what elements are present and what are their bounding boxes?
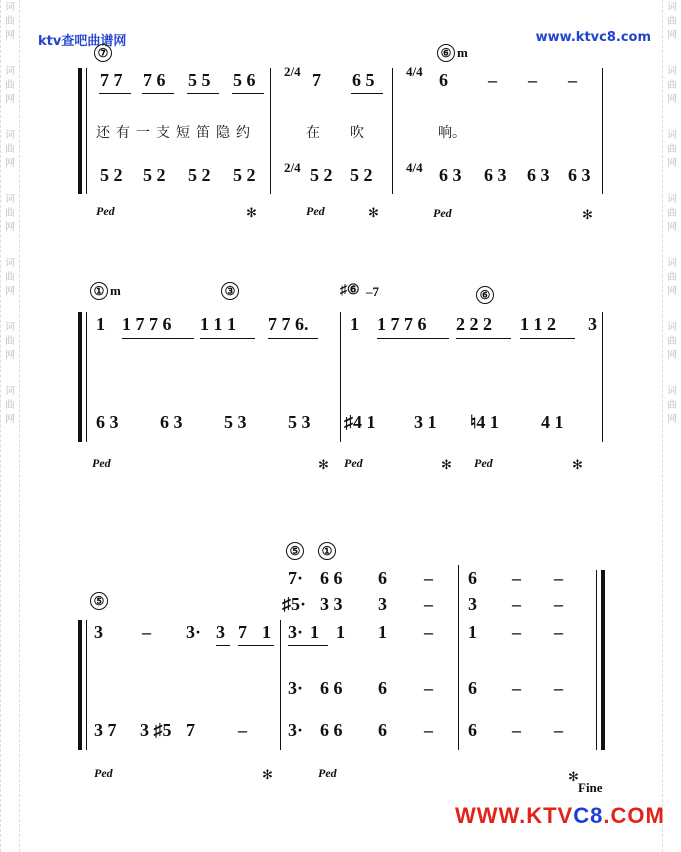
bass-note: 6 [378,720,387,740]
beam [288,645,328,646]
system-bracket [78,68,82,194]
time-signature: 4/4 [406,160,423,175]
final-barline-thin [596,570,597,750]
watermark-char: 曲 [5,208,15,219]
watermark-char: 曲 [5,272,15,283]
bass-note: 5 2 [100,165,123,185]
beam [99,93,131,94]
melody-note: 3· [186,622,202,642]
watermark-char: 网 [667,350,677,361]
lyric-word: 响。 [438,125,466,141]
watermark-char: 曲 [5,144,15,155]
mid-note: 6 [468,678,477,698]
pedal-mark: Ped [96,204,115,218]
bass-note: 6 3 [568,165,591,185]
bass-note: 3 7 [94,720,117,740]
bass-note: 6 3 [160,412,183,432]
upper-note: – [554,568,563,588]
watermark-char: 曲 [667,336,677,347]
side-watermark-right [662,0,681,852]
melody-note: 2 2 2 [456,314,492,334]
barline [280,620,281,750]
pedal-release-icon: ✻ [568,770,579,785]
finger-label: m [457,45,468,60]
bass-note: 5 3 [288,412,311,432]
time-signature: 2/4 [284,64,301,79]
pedal-mark: Ped [474,456,493,470]
melody-note: 7 7 6. [268,314,309,334]
bass-note: 5 2 [310,165,333,185]
melody-note: 1 1 2 [520,314,556,334]
watermark-char: 词 [5,386,15,397]
upper-note: 6 6 [320,568,343,588]
pedal-release-icon: ✻ [318,458,329,473]
watermark-char: 网 [5,222,15,233]
watermark-char: 词 [5,2,15,13]
upper-note: 6 [468,568,477,588]
pedal-release-icon: ✻ [368,206,379,221]
mid-note: – [512,678,521,698]
pedal-release-icon: ✻ [582,208,593,223]
logo-part: WWW.KTV [455,803,574,828]
melody-note: 7 6 [143,70,166,90]
beam [520,338,575,339]
time-signature: 2/4 [284,160,301,175]
watermark-char: 网 [667,222,677,233]
melody-note: – [568,70,577,90]
melody-note: 1 [468,622,477,642]
beam [238,645,274,646]
upper-note: 3 [468,594,477,614]
melody-note: 1 7 7 6 [122,314,172,334]
upper-note: – [512,594,521,614]
watermark-char: 网 [667,158,677,169]
side-watermark-left [0,0,20,852]
melody-note: 1 1 1 [200,314,236,334]
watermark-char: 网 [5,350,15,361]
watermark-char: 曲 [5,400,15,411]
beam [142,93,174,94]
melody-note: 1 [310,622,319,642]
mid-note: – [424,678,433,698]
watermark-char: 网 [667,414,677,425]
melody-note: 3 [94,622,103,642]
barline [602,68,603,194]
melody-note: – [528,70,537,90]
upper-note: 7· [288,568,304,588]
barline [392,68,393,194]
beam [232,93,264,94]
melody-note: 7 [238,622,247,642]
melody-note: 1 [378,622,387,642]
lyric-line: 还有一支短笛隐约 [96,125,256,141]
pedal-mark: Ped [94,766,113,780]
melody-note: 3· [288,622,304,642]
barline [458,565,459,750]
watermark-char: 词 [5,130,15,141]
upper-note: – [424,568,433,588]
beam [216,645,230,646]
pedal-release-icon: ✻ [441,458,452,473]
watermark-char: 曲 [667,80,677,91]
bass-note: ♮4 1 [470,412,499,432]
watermark-char: 词 [667,258,677,269]
watermark-char: 网 [667,94,677,105]
bass-note: 5 3 [224,412,247,432]
bass-note: 3· [288,720,304,740]
watermark-char: 词 [667,66,677,77]
melody-note: 6 5 [352,70,375,90]
fingering-marker: ⑥ [437,44,455,62]
upper-note: 6 [378,568,387,588]
melody-note: – [424,622,433,642]
watermark-char: 词 [667,386,677,397]
beam [456,338,511,339]
upper-note: 3 [378,594,387,614]
melody-note: 3 [588,314,597,334]
bass-note: 5 2 [188,165,211,185]
bass-note: – [554,720,563,740]
watermark-char: 词 [667,130,677,141]
bass-note: 5 2 [143,165,166,185]
melody-note: – [554,622,563,642]
bass-note: 3 1 [414,412,437,432]
fingering-marker: ♯⑥ [340,283,360,298]
melody-note: 5 5 [188,70,211,90]
fingering-marker: ⑥ [476,286,494,304]
melody-note: 5 6 [233,70,256,90]
bass-note: 3 ♯5 [140,720,172,740]
melody-note: – [488,70,497,90]
bass-note: 6 3 [527,165,550,185]
watermark-char: 网 [5,414,15,425]
melody-note: 1 [350,314,359,334]
watermark-char: 网 [5,286,15,297]
upper-note: 3 3 [320,594,343,614]
watermark-char: 曲 [667,272,677,283]
footer-site-logo[interactable] [455,803,665,829]
bass-note: 6 [468,720,477,740]
pedal-mark: Ped [318,766,337,780]
melody-note: 7 [312,70,321,90]
logo-part: C8 [573,803,604,828]
system-bracket [78,312,82,442]
barline [602,312,603,442]
pedal-mark: Ped [92,456,111,470]
logo-part: .COM [603,803,665,828]
fine-marking: Fine [578,780,603,795]
bass-note: – [238,720,247,740]
time-signature: 4/4 [406,64,423,79]
watermark-char: 词 [5,194,15,205]
melody-note: 1 [336,622,345,642]
mid-note: 6 6 [320,678,343,698]
bass-note: 6 3 [439,165,462,185]
melody-note: 7 7 [100,70,123,90]
melody-note: – [512,622,521,642]
system-bracket [78,620,82,750]
pedal-mark: Ped [306,204,325,218]
watermark-char: 曲 [667,400,677,411]
watermark-char: 词 [5,322,15,333]
fingering-marker: ① [90,282,108,300]
fingering-marker: ⑤ [286,542,304,560]
finger-label: –7 [366,284,379,299]
melody-note: 3 [216,622,225,642]
pedal-release-icon: ✻ [572,458,583,473]
watermark-char: 曲 [5,80,15,91]
mid-note: 3· [288,678,304,698]
lyric-word: 在 [306,125,320,141]
watermark-char: 曲 [5,16,15,27]
watermark-char: 曲 [667,144,677,155]
pedal-release-icon: ✻ [246,206,257,221]
melody-note: 1 7 7 6 [377,314,427,334]
pedal-release-icon: ✻ [262,768,273,783]
system-barline [86,68,87,194]
bass-note: 6 3 [484,165,507,185]
mid-note: 6 [378,678,387,698]
beam [122,338,194,339]
watermark-char: 曲 [5,336,15,347]
final-barline-thick [601,570,605,750]
site-url-link[interactable]: www.ktvc8.com [535,30,651,45]
watermark-char: 网 [5,94,15,105]
fingering-marker: ⑤ [90,592,108,610]
watermark-char: 曲 [667,16,677,27]
bass-note: 5 2 [233,165,256,185]
mid-note: – [554,678,563,698]
beam [377,338,449,339]
watermark-char: 网 [667,30,677,41]
melody-note: – [142,622,151,642]
bass-note: 5 2 [350,165,373,185]
watermark-char: 网 [5,158,15,169]
upper-note: – [512,568,521,588]
watermark-char: 词 [667,194,677,205]
melody-note: 6 [439,70,448,90]
watermark-char: 词 [5,258,15,269]
upper-note: – [424,594,433,614]
system-barline [86,312,87,442]
upper-note: – [554,594,563,614]
bass-note: 6 3 [96,412,119,432]
barline [340,312,341,442]
bass-note: – [424,720,433,740]
beam [351,93,383,94]
beam [200,338,255,339]
pedal-mark: Ped [344,456,363,470]
melody-note: 1 [96,314,105,334]
fingering-marker: ⑦ [94,44,112,62]
system-barline [86,620,87,750]
bass-note: 7 [186,720,195,740]
melody-note: 1 [262,622,271,642]
barline [270,68,271,194]
watermark-char: 词 [667,322,677,333]
watermark-char: 词 [5,66,15,77]
pedal-mark: Ped [433,206,452,220]
lyric-word: 吹 [350,125,364,141]
finger-label: m [110,283,121,298]
watermark-char: 词 [667,2,677,13]
bass-note: – [512,720,521,740]
watermark-char: 网 [5,30,15,41]
beam [187,93,219,94]
fingering-marker: ③ [221,282,239,300]
upper-note: ♯5· [282,594,307,614]
site-name-link[interactable]: ktv查吧曲谱网 [38,34,127,49]
watermark-char: 曲 [667,208,677,219]
beam [268,338,318,339]
bass-note: 6 6 [320,720,343,740]
bass-note: 4 1 [541,412,564,432]
fingering-marker: ① [318,542,336,560]
watermark-char: 网 [667,286,677,297]
bass-note: ♯4 1 [344,412,376,432]
